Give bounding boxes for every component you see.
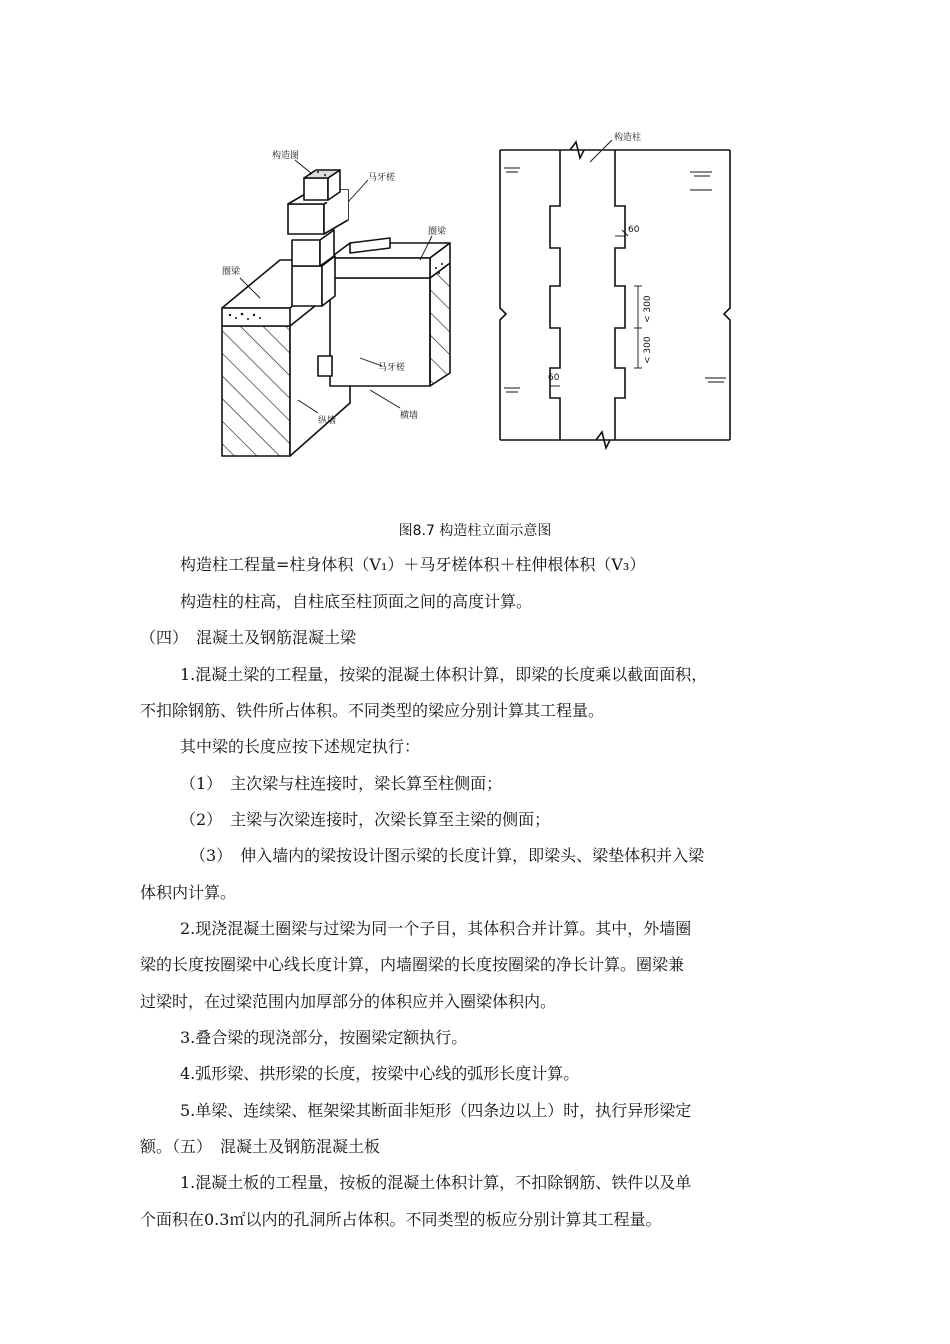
text-line: 2.现浇混凝土圈梁与过梁为同一个子目，其体积合并计算。其中，外墙圈 xyxy=(180,919,692,938)
label-ring-beam-right: 圈梁 xyxy=(428,227,447,237)
label-cross-wall: 横墙 xyxy=(400,411,419,421)
text-line: 4.弧形梁、拱形梁的长度，按梁中心线的弧形长度计算。 xyxy=(180,1064,580,1083)
text-line: 梁的长度按圈梁中心线长度计算，内墙圈梁的长度按圈梁的净长计算。圈梁兼 xyxy=(140,955,685,974)
list-item: （3） 伸入墙内的梁按设计图示梁的长度计算，即梁头、梁垫体积并入梁 xyxy=(190,846,705,865)
text-line: 不扣除钢筋、铁件所占体积。不同类型的梁应分别计算其工程量。 xyxy=(140,701,605,720)
column-elevation-drawing xyxy=(490,128,750,458)
text-line: 构造柱的柱高，自柱底至柱顶面之间的高度计算。 xyxy=(180,592,533,611)
text-line: 3.叠合梁的现浇部分，按圈梁定额执行。 xyxy=(180,1028,468,1047)
text-line: 构造柱工程量=柱身体积（V₁）＋马牙槎体积＋柱伸根体积（V₃） xyxy=(180,555,646,574)
list-item: （2） 主梁与次梁连接时，次梁长算至主梁的侧面； xyxy=(180,810,551,829)
text-line: 1.混凝土梁的工程量，按梁的混凝土体积计算，即梁的长度乘以截面面积， xyxy=(180,665,708,684)
dim-300-b: < 300 xyxy=(643,336,653,364)
label-longitudinal-wall: 纵墙 xyxy=(318,416,337,426)
dim-300-a: < 300 xyxy=(643,295,653,323)
text-line: 过梁时，在过梁范围内加厚部分的体积应并入圈梁体积内。 xyxy=(140,992,557,1011)
label-ring-beam-left: 圈梁 xyxy=(222,267,241,277)
list-item: （1） 主次梁与柱连接时，梁长算至柱侧面； xyxy=(180,774,503,793)
text-line: 体积内计算。 xyxy=(140,883,237,902)
label-horse-teeth-top: 马牙槎 xyxy=(368,173,396,183)
figure-8-7 xyxy=(200,128,760,458)
figure-caption: 图8.7 构造柱立面示意图 xyxy=(398,523,552,539)
dim-60-bottom: 60 xyxy=(548,373,560,383)
isometric-column-drawing xyxy=(200,128,470,458)
text-line: 其中梁的长度应按下述规定执行： xyxy=(180,737,421,756)
section-heading: （四） 混凝土及钢筋混凝土梁 xyxy=(140,628,357,647)
label-horse-teeth-bottom: 马牙槎 xyxy=(378,363,406,373)
text-line: 额。（五） 混凝土及钢筋混凝土板 xyxy=(140,1137,381,1156)
text-line: 5.单梁、连续梁、框架梁其断面非矩形（四条边以上）时，执行异形梁定 xyxy=(180,1101,692,1120)
text-line: 1.混凝土板的工程量，按板的混凝土体积计算，不扣除钢筋、铁件以及单 xyxy=(180,1173,692,1192)
label-column: 构造柱 xyxy=(614,133,642,143)
text-line: 个面积在0.3㎡以内的孔洞所占体积。不同类型的板应分别计算其工程量。 xyxy=(140,1210,662,1229)
dim-60-top: 60 xyxy=(628,225,640,235)
label-top-column: 构造图 xyxy=(272,151,300,161)
